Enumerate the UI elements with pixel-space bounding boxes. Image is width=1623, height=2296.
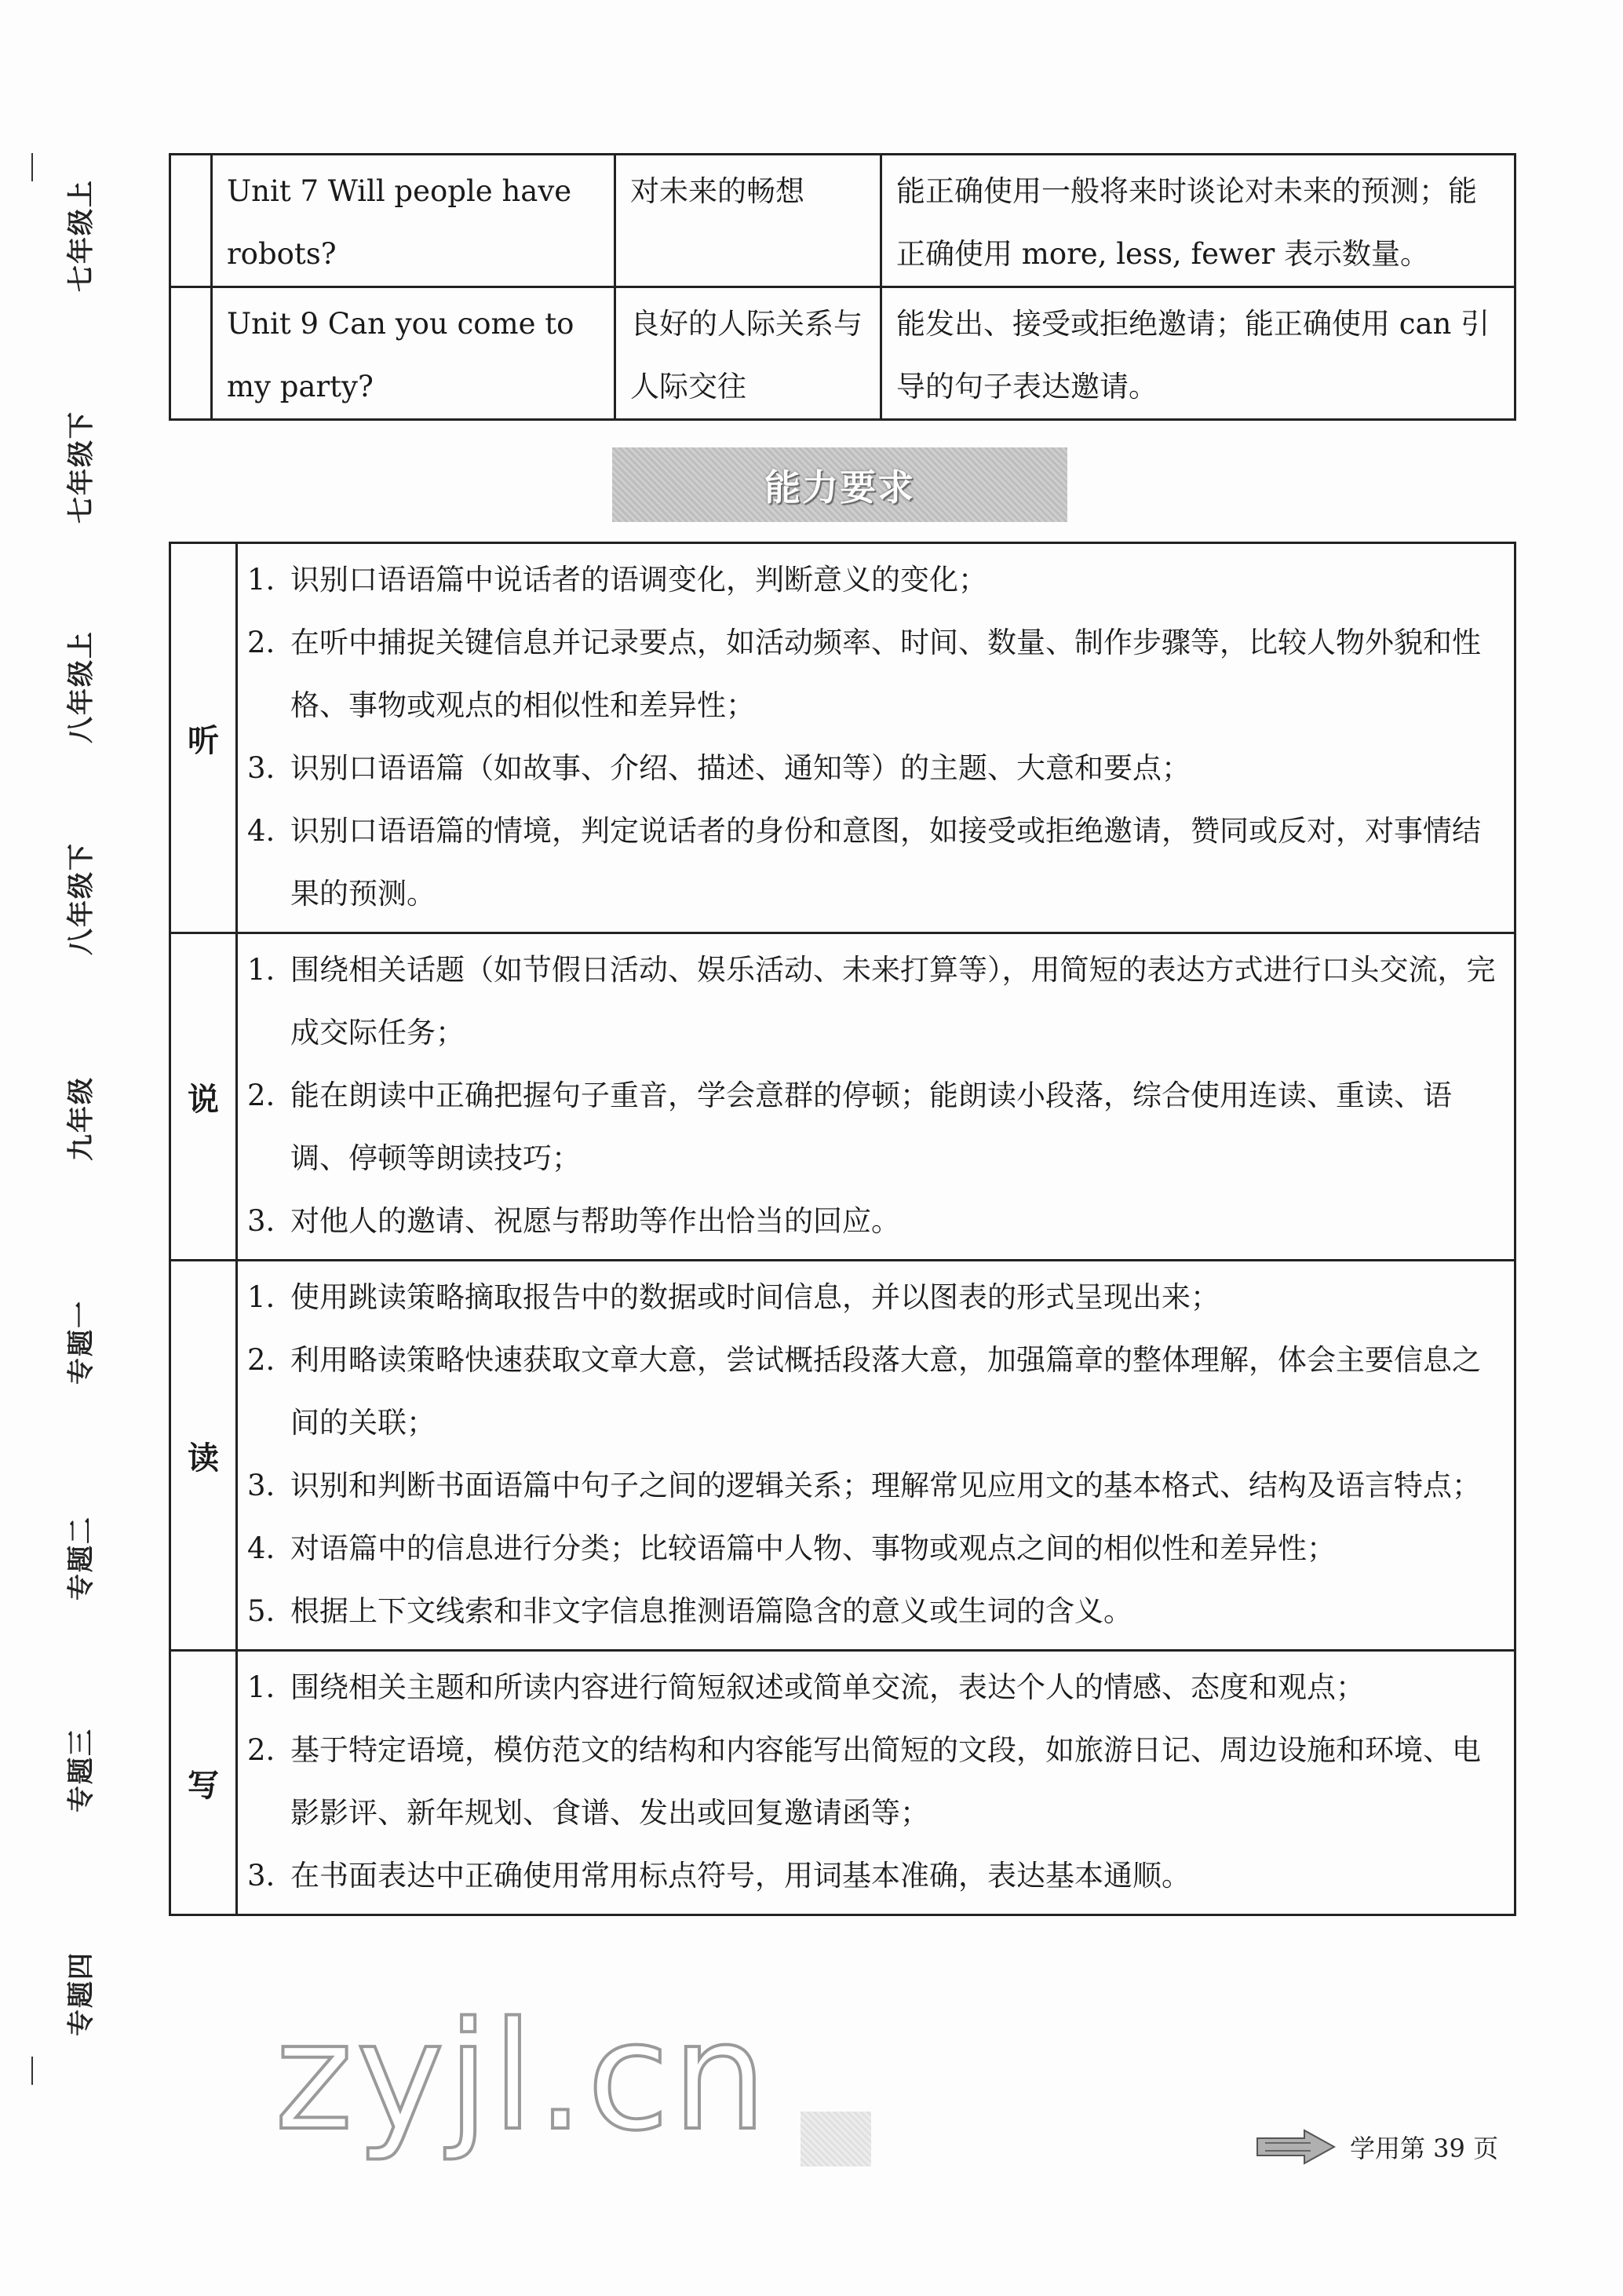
item-number: 1. (247, 1670, 275, 1704)
item-text: 根据上下文线索和非文字信息推测语篇隐含的意义或生词的含义。 (290, 1594, 1132, 1628)
section-title-banner (612, 447, 1067, 522)
item-number: 4. (247, 1531, 275, 1565)
list-item (247, 1719, 1501, 1845)
skill-category: 读 (170, 1261, 237, 1651)
item-text: 围绕相关话题（如节假日活动、娱乐活动、未来打算等），用简短的表达方式进行口头交流，完成交际任务； (290, 953, 1496, 1049)
list-item (247, 800, 1501, 925)
table-row (170, 155, 1515, 287)
sidebar-label-topic1[interactable]: 专题一 (65, 1300, 97, 1385)
topic-cell: 良好的人际关系与人际交往 (615, 287, 881, 420)
unit-cell: Unit 9 Can you come to my party? (212, 287, 615, 420)
list-item (247, 1845, 1501, 1907)
unit-cell: Unit 7 Will people have robots? (212, 155, 615, 287)
skill-items (237, 1651, 1515, 1915)
item-text: 对他人的邀请、祝愿与帮助等作出恰当的回应。 (290, 1204, 900, 1238)
item-number: 1. (247, 953, 275, 987)
double-arrow-icon (1256, 2127, 1342, 2166)
sidebar-label-grade7-up[interactable]: 七年级上 (65, 179, 97, 292)
sidebar-tick (31, 2057, 33, 2085)
sidebar-label-grade7-down[interactable]: 七年级下 (65, 411, 97, 524)
item-number: 3. (247, 1859, 275, 1893)
list-item (247, 549, 1501, 611)
skill-items (237, 543, 1515, 933)
item-number: 3. (247, 1469, 275, 1502)
item-text: 使用跳读策略摘取报告中的数据或时间信息，并以图表的形式呈现出来； (290, 1280, 1220, 1314)
sidebar-label-topic3[interactable]: 专题三 (65, 1728, 97, 1812)
list-item (247, 1064, 1501, 1190)
skill-category: 说 (170, 933, 237, 1261)
item-text: 识别和判断书面语篇中句子之间的逻辑关系；理解常见应用文的基本格式、结构及语言特点； (290, 1469, 1481, 1502)
skills-table (169, 542, 1516, 1916)
page-number-mark (801, 2112, 871, 2166)
list-item (247, 1190, 1501, 1253)
list-item (247, 1455, 1501, 1517)
item-number: 3. (247, 1204, 275, 1238)
skill-items (237, 1261, 1515, 1651)
skill-items (237, 933, 1515, 1261)
item-text: 识别口语语篇中说话者的语调变化，判断意义的变化； (290, 563, 987, 597)
sidebar-label-grade8-down[interactable]: 八年级下 (65, 842, 97, 955)
sidebar-tick (31, 153, 33, 181)
item-text: 识别口语语篇（如故事、介绍、描述、通知等）的主题、大意和要点； (290, 751, 1191, 785)
item-number: 1. (247, 1280, 275, 1314)
item-number: 4. (247, 814, 275, 848)
table-row (170, 287, 1515, 420)
skill-category: 写 (170, 1651, 237, 1915)
list-item (247, 611, 1501, 737)
item-number: 2. (247, 626, 275, 659)
list-item (247, 737, 1501, 800)
unit-table (169, 153, 1516, 421)
sidebar-label-grade8-up[interactable]: 八年级上 (65, 630, 97, 743)
skill-row-writing (170, 1651, 1515, 1915)
item-text: 利用略读策略快速获取文章大意，尝试概括段落大意，加强篇章的整体理解，体会主要信息之间的关联； (290, 1343, 1481, 1440)
skill-row-reading (170, 1261, 1515, 1651)
skill-category: 听 (170, 543, 237, 933)
sidebar-label-topic4[interactable]: 专题四 (65, 1951, 97, 2036)
item-number: 2. (247, 1343, 275, 1377)
sidebar-label-topic2[interactable]: 专题二 (65, 1516, 97, 1601)
list-item (247, 1580, 1501, 1643)
table-cell-blank (170, 155, 212, 287)
goal-cell: 能正确使用一般将来时谈论对未来的预测；能正确使用 more, less, fewer 表示数量。 (881, 155, 1515, 287)
item-text: 在听中捕捉关键信息并记录要点，如活动频率、时间、数量、制作步骤等，比较人物外貌和性格、事物或观点的相似性和差异性； (290, 626, 1481, 722)
list-item (247, 1517, 1501, 1580)
list-item (247, 939, 1501, 1064)
section-title: 能力要求 (764, 465, 915, 509)
sidebar-label-grade9[interactable]: 九年级 (65, 1076, 97, 1161)
topic-cell: 对未来的畅想 (615, 155, 881, 287)
page-number: 学用第 39 页 (1350, 2134, 1499, 2163)
item-number: 2. (247, 1733, 275, 1767)
item-number: 5. (247, 1594, 275, 1628)
item-number: 2. (247, 1079, 275, 1112)
watermark: zyjl.cn (275, 1990, 771, 2163)
table-cell-blank (170, 287, 212, 420)
list-item (247, 1266, 1501, 1329)
item-text: 围绕相关主题和所读内容进行简短叙述或简单交流，表达个人的情感、态度和观点； (290, 1670, 1365, 1704)
item-number: 1. (247, 563, 275, 597)
item-text: 识别口语语篇的情境，判定说话者的身份和意图，如接受或拒绝邀请，赞同或反对，对事情结果的预测。 (290, 814, 1481, 911)
item-text: 基于特定语境，模仿范文的结构和内容能写出简短的文段，如旅游日记、周边设施和环境、电影影评、新年规划、食谱、发出或回复邀请函等； (290, 1733, 1481, 1830)
list-item (247, 1329, 1501, 1455)
skill-row-listening (170, 543, 1515, 933)
item-number: 3. (247, 751, 275, 785)
item-text: 对语篇中的信息进行分类；比较语篇中人物、事物或观点之间的相似性和差异性； (290, 1531, 1336, 1565)
list-item (247, 1656, 1501, 1719)
skill-row-speaking (170, 933, 1515, 1261)
item-text: 在书面表达中正确使用常用标点符号，用词基本准确，表达基本通顺。 (290, 1859, 1191, 1893)
item-text: 能在朗读中正确把握句子重音，学会意群的停顿；能朗读小段落，综合使用连读、重读、语调、停顿等朗读技巧； (290, 1079, 1452, 1175)
goal-cell: 能发出、接受或拒绝邀请；能正确使用 can 引导的句子表达邀请。 (881, 287, 1515, 420)
sidebar (0, 0, 157, 2296)
